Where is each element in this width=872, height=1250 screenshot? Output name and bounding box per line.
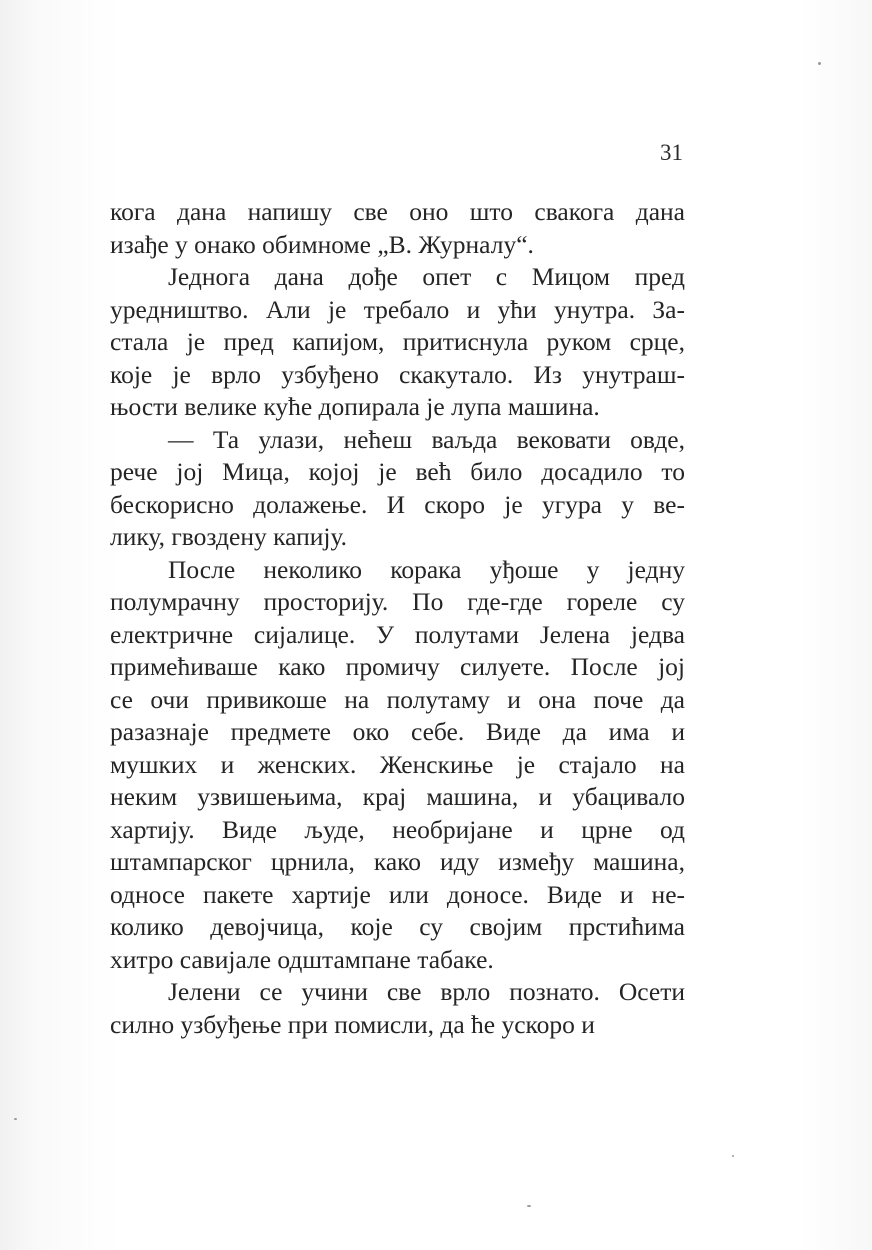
text-line: које је врло узбуђено скакутало. Из унутраш- [110, 359, 685, 389]
paper-speck [732, 1155, 734, 1157]
text-line: неким узвишењима, крај машина, и убацивало [110, 782, 685, 811]
body-text [110, 196, 685, 1041]
text-line: бескорисно долажење. И скоро је угура у ве- [110, 489, 685, 519]
text-line: се очи привикоше на полутаму и она поче да [110, 684, 685, 714]
text-line: хартију. Виде људе, необријане и црне од [110, 814, 685, 844]
paragraph [110, 196, 685, 261]
text-line: После неколико корака уђоше у једну [168, 554, 685, 584]
text-line: њости велике куће допирала је лупа машина. [110, 392, 600, 421]
text-line: електричне сијалице. У полутами Јелена једва [110, 619, 685, 649]
text-line: уредништво. Али је требало и ући унутра. За- [110, 294, 685, 324]
text-line: Јелени се учини све врло познато. Осети [168, 977, 685, 1006]
paragraph [110, 976, 685, 1041]
text-line: изађе у онако обимноме „В. Журналу“. [110, 229, 534, 259]
paper-speck [818, 62, 821, 65]
text-line: Једнога дана дође опет с Мицом пред [168, 262, 685, 291]
text-line: кога дана напишу све оно што свакога дана [110, 197, 685, 226]
paragraph [110, 261, 685, 424]
text-line: полумрачну просторију. По где-где гореле су [110, 587, 685, 616]
paragraph [110, 554, 685, 977]
text-line: односе пакете хартије или доносе. Виде и не- [110, 879, 685, 909]
paragraph [110, 424, 685, 554]
text-line: стала је пред капијом, притиснула руком срце, [110, 327, 685, 356]
text-line: разазнаје предмете око себе. Виде да има и [110, 717, 685, 746]
paper-speck [14, 1118, 17, 1120]
text-line: примећиваше како промичу силуете. После јој [110, 652, 685, 681]
text-line: хитро савијале одштампане табаке. [110, 944, 494, 974]
text-line: силно узбуђење при помисли, да ће ускоро и [110, 1009, 595, 1039]
page-number: 31 [660, 140, 683, 165]
paper-speck [527, 1205, 531, 1207]
text-line: штампарског црнила, како иду између машина, [110, 847, 685, 876]
text-line: — Та улази, нећеш ваљда вековати овде, [168, 424, 685, 454]
text-line: колико девојчица, које су својим прстићима [110, 912, 685, 941]
text-line: рече јој Мица, којој је већ било досадило то [110, 457, 685, 486]
text-line: лику, гвоздену капију. [110, 522, 348, 551]
text-line: мушких и женских. Женскиње је стајало на [110, 749, 685, 779]
